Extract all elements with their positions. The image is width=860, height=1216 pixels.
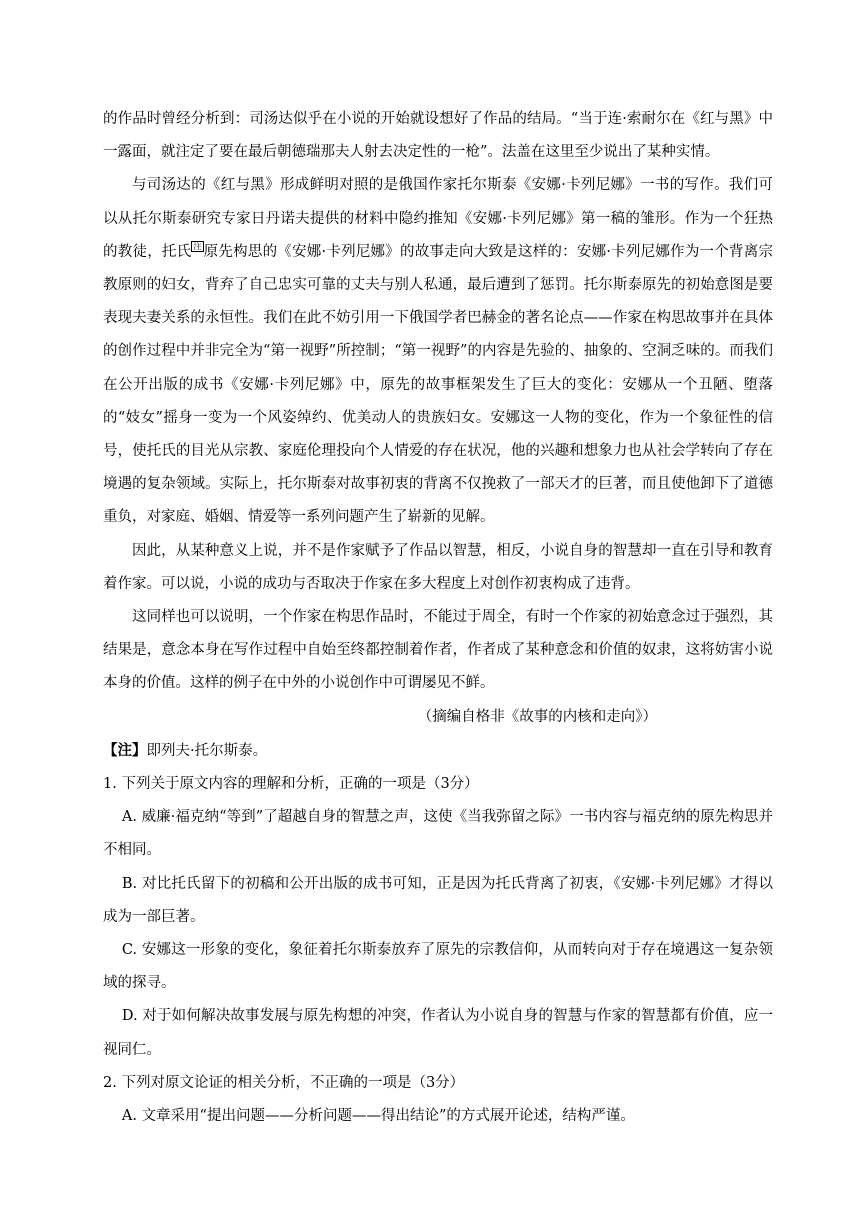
question-1-stem: 1. 下列关于原文内容的理解和分析，正确的一项是（3分） bbox=[103, 776, 479, 793]
paragraph-2-text-a: 与司汤达的《红与黑》形成鲜明对照的是俄国作家托尔斯泰《安娜·卡列尼娜》一书的写作。我们可以从托尔斯泰研究专家日丹诺夫提供的材料中隐约推知《安娜·卡列尼娜》第一稿的雏形。作为一个狂热的教徒，托氏 bbox=[103, 177, 773, 260]
question-2-option-a: A. 文章采用“提出问题——分析问题——得出结论”的方式展开论述，结构严谨。 bbox=[121, 1108, 635, 1125]
paragraph-3: 因此，从某种意义上说，并不是作家赋予了作品以智慧，相反，小说自身的智慧却一直在引导和教育着作家。可以说，小说的成功与否取决于作家在多大程度上对创作初衷构成了违背。 bbox=[103, 542, 773, 592]
question-2-stem: 2. 下列对原文论证的相关分析，不正确的一项是（3分） bbox=[103, 1074, 465, 1091]
document-page bbox=[103, 103, 773, 1133]
paragraph-1: 的作品时曾经分析到：司汤达似乎在小说的开始就设想好了作品的结局。“当于连·索耐尔在《红与黑》中一露面，就注定了要在最后朝德瑞那夫人射去决定性的一枪”。法盖在这里至少说出了某种实情。 bbox=[103, 111, 773, 161]
paragraph-2 bbox=[103, 169, 773, 534]
question-1-option-c: C. 安娜这一形象的变化，象征着托尔斯泰放弃了原先的宗教信仰，从而转向对于存在境遇这一复杂领域的探寻。 bbox=[103, 942, 773, 992]
footnote-label: 【注】 bbox=[103, 741, 147, 759]
footnote-text: 即列夫·托尔斯泰。 bbox=[146, 742, 268, 759]
question-1-option-a: A. 威廉·福克纳“等到”了超越自身的智慧之声，这使《当我弥留之际》一书内容与福克纳的原先构思并不相同。 bbox=[103, 809, 773, 859]
footnote bbox=[103, 734, 773, 768]
footnote-marker: 注 bbox=[193, 241, 202, 251]
source-citation: （摘编自格非《故事的内核和走向》） bbox=[417, 708, 657, 725]
paragraph-2-text-b: 原先构思的《安娜·卡列尼娜》的故事走向大致是这样的：安娜·卡列尼娜作为一个背离宗教原则的妇女，背弃了自己忠实可靠的丈夫与别人私通，最后遭到了惩罚。托尔斯泰原先的初始意图是要表现夫妻关系的永恒性。我们在此不妨引用一下俄国学者巴赫金的著名论点——作家在构思故事并在具体的创作过程中并非完全为“第一视野”所控制；“第一视野”的内容是先验的、抽象的、空洞乏味的。而我们在公开出版的成书《安娜·卡列尼娜》中，原先的故事框架发生了巨大的变化：安娜从一个丑陋、堕落的“妓女”摇身一变为一个风姿绰约、优美动人的贵族妇女。安娜这一人物的变化，作为一个象征性的信号，使托氏的目光从宗教、家庭伦理投向个人情爱的存在状况，他的兴趣和想象力也从社会学转向了存在境遇的复杂领域。实际上，托尔斯泰对故事初衷的背离不仅挽救了一部天才的巨著，而且使他卸下了道德重负，对家庭、婚姻、情爱等一系列问题产生了崭新的见解。 bbox=[103, 243, 773, 526]
paragraph-4: 这同样也可以说明，一个作家在构思作品时，不能过于周全，有时一个作家的初始意念过于强烈，其结果是，意念本身在写作过程中自始至终都控制着作者，作者成了某种意念和价值的奴隶，这将妨害小说本身的价值。这样的例子在中外的小说创作中可谓屡见不鲜。 bbox=[103, 609, 773, 692]
question-1-option-b: B. 对比托氏留下的初稿和公开出版的成书可知，正是因为托氏背离了初衷，《安娜·卡列尼娜》才得以成为一部巨著。 bbox=[103, 875, 773, 925]
question-1-option-d: D. 对于如何解决故事发展与原先构想的冲突，作者认为小说自身的智慧与作家的智慧都有价值，应一视同仁。 bbox=[103, 1008, 773, 1058]
